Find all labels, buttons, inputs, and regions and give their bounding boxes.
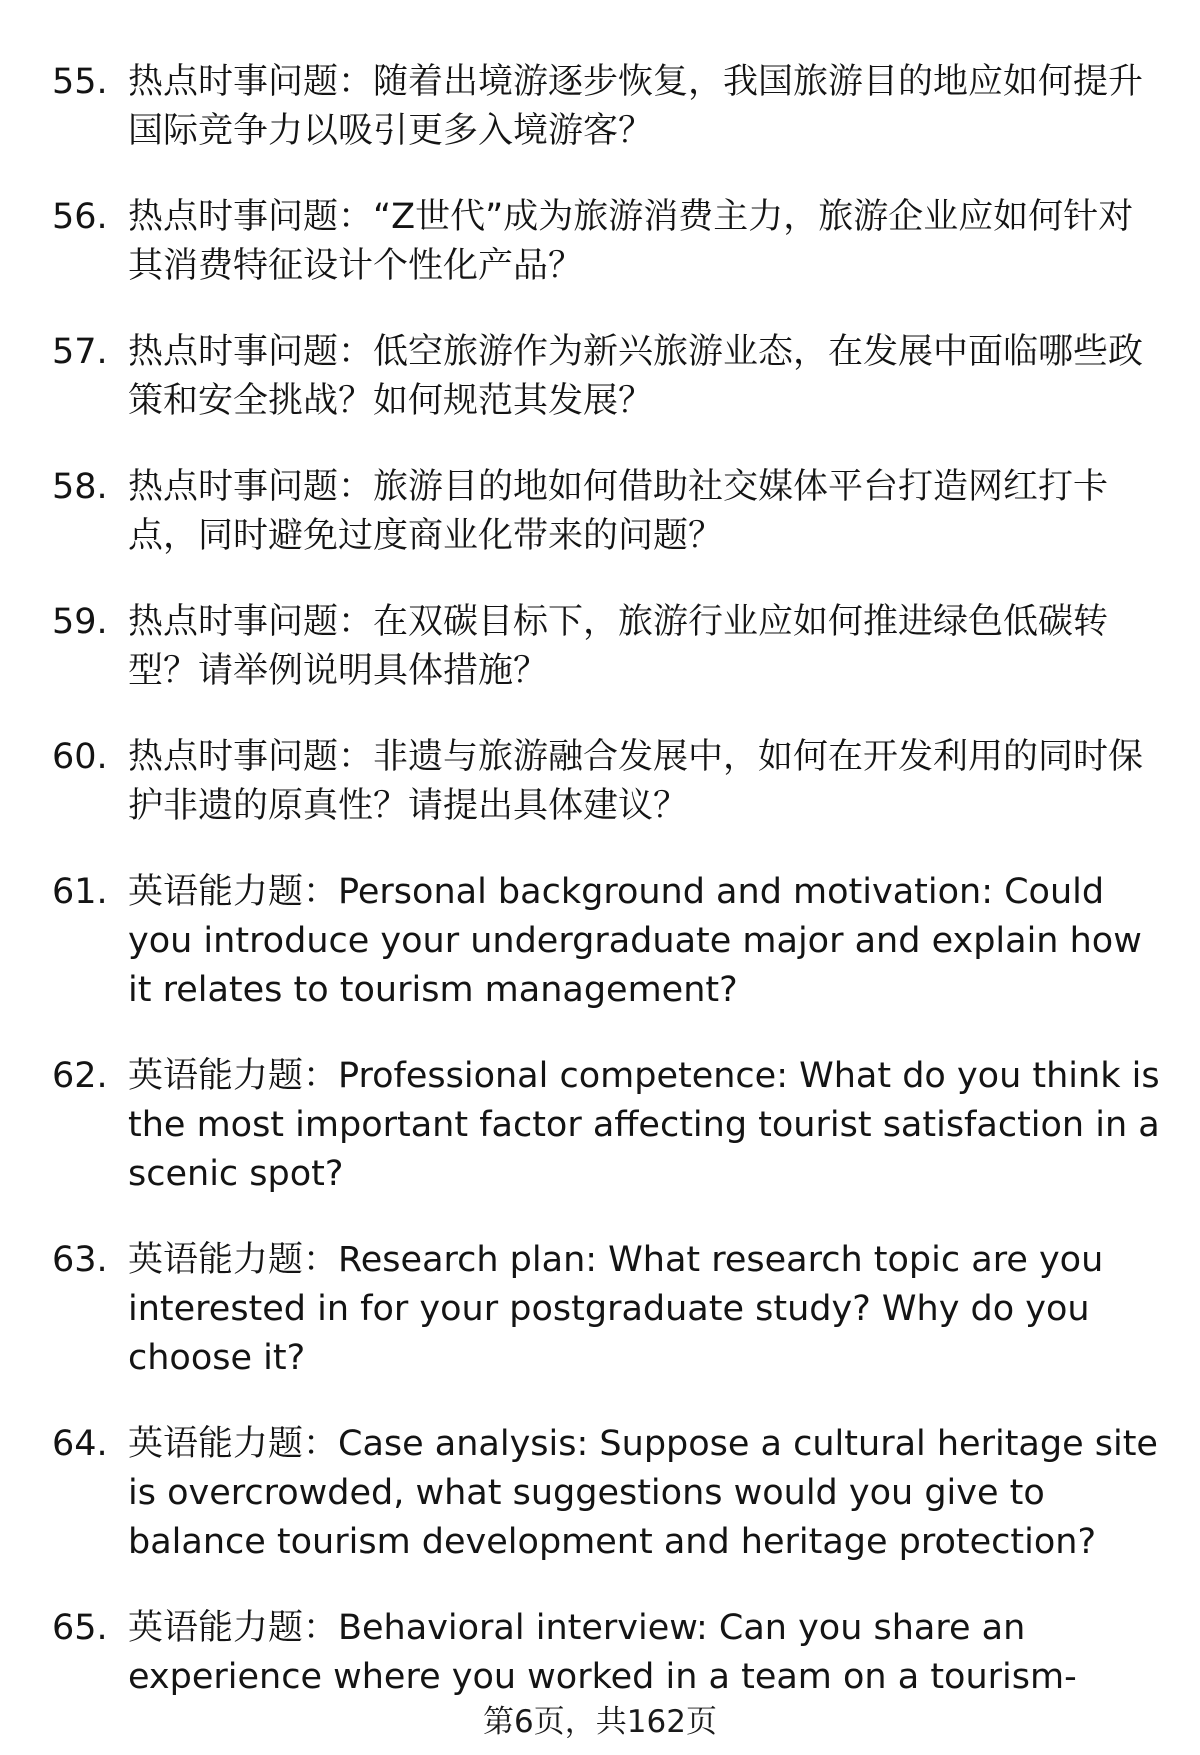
- question-item: [52, 868, 1162, 1015]
- question-number: 60.: [52, 737, 108, 777]
- question-text: 低空旅游作为新兴旅游业态，在发展中面临哪些政策和安全挑战？如何规范其发展？: [128, 332, 1144, 421]
- question-text: “Z世代”成为旅游消费主力，旅游企业应如何针对其消费特征设计个性化产品？: [128, 197, 1134, 286]
- question-body: [128, 1052, 1162, 1199]
- question-body: [128, 463, 1162, 561]
- question-body: [128, 1420, 1162, 1567]
- question-item: [52, 598, 1162, 696]
- question-category: 英语能力题：: [128, 1240, 339, 1280]
- question-text: 在双碳目标下，旅游行业应如何推进绿色低碳转型？请举例说明具体措施？: [128, 602, 1109, 691]
- question-number: 55.: [52, 62, 108, 102]
- question-text: Behavioral interview: Can you share an experience where you worked in a team on a tourism-: [128, 1608, 1077, 1697]
- question-category: 英语能力题：: [128, 1424, 339, 1464]
- question-item: [52, 1052, 1162, 1199]
- page-footer: 第6页，共162页: [483, 1704, 717, 1740]
- question-category: 热点时事问题：: [128, 737, 374, 777]
- question-body: [128, 868, 1162, 1015]
- question-body: [128, 193, 1162, 291]
- question-text: 旅游目的地如何借助社交媒体平台打造网红打卡点，同时避免过度商业化带来的问题？: [128, 467, 1109, 556]
- question-item: [52, 1420, 1162, 1567]
- question-body: [128, 598, 1162, 696]
- question-body: [128, 733, 1162, 831]
- question-category: 热点时事问题：: [128, 62, 374, 102]
- question-number: 57.: [52, 332, 108, 372]
- question-body: [128, 328, 1162, 426]
- question-number: 64.: [52, 1424, 108, 1464]
- question-category: 英语能力题：: [128, 1608, 339, 1648]
- question-body: [128, 1236, 1162, 1383]
- question-number: 63.: [52, 1240, 108, 1280]
- question-number: 65.: [52, 1608, 108, 1648]
- question-item: [52, 58, 1162, 156]
- question-category: 热点时事问题：: [128, 602, 374, 642]
- question-category: 热点时事问题：: [128, 197, 374, 237]
- question-category: 热点时事问题：: [128, 467, 374, 507]
- question-item: [52, 733, 1162, 831]
- question-list: [52, 58, 1162, 1739]
- question-body: [128, 58, 1162, 156]
- question-number: 62.: [52, 1056, 108, 1096]
- question-text: 随着出境游逐步恢复，我国旅游目的地应如何提升国际竞争力以吸引更多入境游客？: [128, 62, 1144, 151]
- question-text: Case analysis: Suppose a cultural heritage site is overcrowded, what suggestions would you give to balance tourism development and heritage protection?: [128, 1424, 1158, 1562]
- question-number: 56.: [52, 197, 108, 237]
- question-text: 非遗与旅游融合发展中，如何在开发利用的同时保护非遗的原真性？请提出具体建议？: [128, 737, 1144, 826]
- question-number: 61.: [52, 872, 108, 912]
- question-category: 英语能力题：: [128, 1056, 339, 1096]
- question-text: Personal background and motivation: Could you introduce your undergraduate major and explain how it relates to tourism management?: [128, 872, 1142, 1010]
- question-number: 58.: [52, 467, 108, 507]
- question-item: [52, 193, 1162, 291]
- question-category: 英语能力题：: [128, 872, 339, 912]
- question-item: [52, 328, 1162, 426]
- question-category: 热点时事问题：: [128, 332, 374, 372]
- question-item: [52, 1236, 1162, 1383]
- question-number: 59.: [52, 602, 108, 642]
- question-text: Research plan: What research topic are you interested in for your postgraduate study? Why do you choose it?: [128, 1240, 1104, 1378]
- question-item: [52, 463, 1162, 561]
- question-text: Professional competence: What do you think is the most important factor affecting tourist satisfaction in a scenic spot?: [128, 1056, 1160, 1194]
- question-item: [52, 1604, 1162, 1702]
- question-body: [128, 1604, 1162, 1702]
